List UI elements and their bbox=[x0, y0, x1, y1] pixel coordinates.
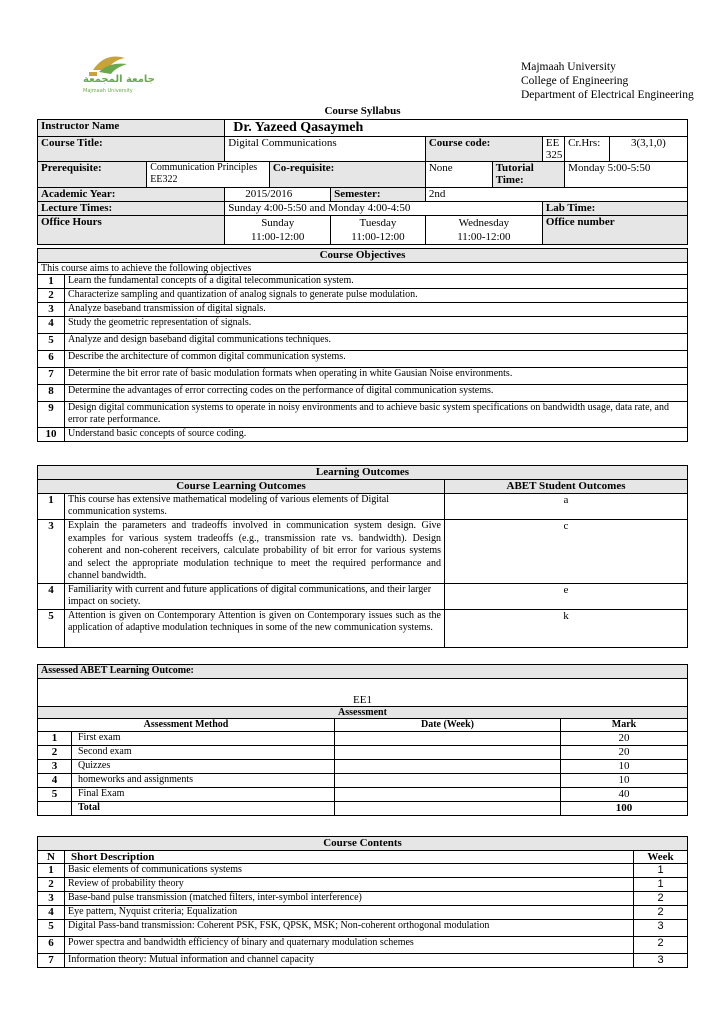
objective-row bbox=[38, 334, 688, 351]
coreq-label: Co-requisite: bbox=[269, 162, 425, 188]
assessment-table bbox=[37, 664, 688, 816]
objective-number: 4 bbox=[38, 317, 65, 334]
objective-row bbox=[38, 317, 688, 334]
content-week: 2 bbox=[634, 892, 688, 906]
assessment-heading: Assessment bbox=[38, 707, 688, 719]
assessment-date bbox=[335, 760, 561, 774]
outcome-number: 1 bbox=[38, 494, 65, 520]
objective-number: 6 bbox=[38, 351, 65, 368]
logo-english-text: Majmaah University bbox=[83, 88, 133, 94]
outcomes-heading: Learning Outcomes bbox=[38, 466, 688, 480]
lecture-label: Lecture Times: bbox=[38, 202, 225, 216]
objective-text: Characterize sampling and quantization of analog signals to generate pulse modulation. bbox=[65, 289, 688, 303]
content-desc: Eye pattern, Nyquist criteria; Equalization bbox=[65, 906, 634, 920]
office-day-3 bbox=[425, 216, 542, 245]
office-day-time: 11:00-12:00 bbox=[351, 231, 405, 243]
semester-label: Semester: bbox=[331, 188, 426, 202]
assessment-number: 2 bbox=[38, 746, 72, 760]
outcome-abet: k bbox=[445, 610, 688, 648]
content-row bbox=[38, 937, 688, 954]
outcome-row bbox=[38, 584, 688, 610]
page-title: Course Syllabus bbox=[324, 105, 401, 117]
objective-number: 1 bbox=[38, 275, 65, 289]
assessment-date bbox=[335, 746, 561, 760]
tutorial-value: Monday 5:00-5:50 bbox=[565, 162, 688, 188]
course-title: Digital Communications bbox=[225, 137, 426, 162]
outcome-row bbox=[38, 520, 688, 584]
objective-row bbox=[38, 289, 688, 303]
objective-number: 9 bbox=[38, 402, 65, 428]
assessment-mark: 10 bbox=[561, 760, 688, 774]
content-week: 1 bbox=[634, 864, 688, 878]
objective-row bbox=[38, 428, 688, 442]
outcome-row bbox=[38, 610, 688, 648]
outcome-number: 5 bbox=[38, 610, 65, 648]
content-row bbox=[38, 954, 688, 968]
assessment-number: 3 bbox=[38, 760, 72, 774]
assessment-mark: 20 bbox=[561, 732, 688, 746]
assessment-method: Second exam bbox=[72, 746, 335, 760]
prereq-label: Prerequisite: bbox=[38, 162, 147, 188]
year-label: Academic Year: bbox=[38, 188, 225, 202]
content-number: 1 bbox=[38, 864, 65, 878]
lab-label: Lab Time: bbox=[542, 202, 687, 216]
assessment-row bbox=[38, 788, 688, 802]
assessment-mark: 10 bbox=[561, 774, 688, 788]
content-desc: Basic elements of communications systems bbox=[65, 864, 634, 878]
objectives-table bbox=[37, 248, 688, 442]
assessment-total: 100 bbox=[561, 802, 688, 816]
outcome-number: 3 bbox=[38, 520, 65, 584]
course-title-label: Course Title: bbox=[38, 137, 225, 162]
content-desc: Power spectra and bandwidth efficiency of binary and quaternary modulation schemes bbox=[65, 937, 634, 954]
department-name: Department of Electrical Engineering bbox=[521, 89, 694, 101]
assessment-col-mark: Mark bbox=[561, 719, 688, 732]
outcome-text: Explain the parameters and tradeoffs involved in communication system design. Give examples for various system tradeoffs (e.g., transmission rate vs. bandwidth). Design coherent and non-coherent receivers, calculate probability of bit error for various systems and select the appropriate modulation technique to meet the required performance and channel bandwidth. bbox=[65, 520, 445, 584]
objective-row bbox=[38, 402, 688, 428]
content-week: 3 bbox=[634, 920, 688, 937]
assessment-row bbox=[38, 732, 688, 746]
assessment-row bbox=[38, 774, 688, 788]
content-row bbox=[38, 878, 688, 892]
outcome-text: This course has extensive mathematical modeling of various elements of Digital communication systems. bbox=[65, 494, 445, 520]
prereq-value: Communication Principles EE322 bbox=[147, 162, 270, 188]
office-day-time: 11:00-12:00 bbox=[457, 231, 511, 243]
content-row bbox=[38, 892, 688, 906]
assessment-total-label: Total bbox=[72, 802, 335, 816]
objective-number: 7 bbox=[38, 368, 65, 385]
logo-arabic-text: جامعة المجمعة bbox=[83, 74, 155, 85]
content-week: 3 bbox=[634, 954, 688, 968]
content-number: 3 bbox=[38, 892, 65, 906]
objective-number: 3 bbox=[38, 303, 65, 317]
content-week: 1 bbox=[634, 878, 688, 892]
objective-number: 2 bbox=[38, 289, 65, 303]
outcome-abet: a bbox=[445, 494, 688, 520]
outcome-row bbox=[38, 494, 688, 520]
office-day-name: Sunday bbox=[261, 217, 295, 229]
instructor-label: Instructor Name bbox=[38, 120, 225, 137]
office-day-2 bbox=[331, 216, 426, 245]
assessment-number: 5 bbox=[38, 788, 72, 802]
course-code-label: Course code: bbox=[425, 137, 542, 162]
office-day-time: 11:00-12:00 bbox=[251, 231, 305, 243]
assessment-col-date: Date (Week) bbox=[335, 719, 561, 732]
content-row bbox=[38, 864, 688, 878]
course-info-table bbox=[37, 119, 688, 245]
university-logo bbox=[75, 48, 155, 96]
lecture-value: Sunday 4:00-5:50 and Monday 4:00-4:50 bbox=[225, 202, 543, 216]
objective-text: Study the geometric representation of signals. bbox=[65, 317, 688, 334]
content-desc: Information theory: Mutual information and channel capacity bbox=[65, 954, 634, 968]
assessment-method: Quizzes bbox=[72, 760, 335, 774]
office-day-1 bbox=[225, 216, 331, 245]
assessed-outcome-label: Assessed ABET Learning Outcome: bbox=[38, 665, 688, 679]
contents-col-week: Week bbox=[634, 851, 688, 864]
content-row bbox=[38, 906, 688, 920]
assessment-date bbox=[335, 788, 561, 802]
office-day-name: Wednesday bbox=[458, 217, 510, 229]
outcome-abet: e bbox=[445, 584, 688, 610]
college-name: College of Engineering bbox=[521, 75, 629, 87]
objective-row bbox=[38, 368, 688, 385]
objective-number: 5 bbox=[38, 334, 65, 351]
content-row bbox=[38, 920, 688, 937]
assessment-method: First exam bbox=[72, 732, 335, 746]
assessment-col-method: Assessment Method bbox=[38, 719, 335, 732]
objective-text: Analyze and design baseband digital communications techniques. bbox=[65, 334, 688, 351]
coreq-value: None bbox=[425, 162, 492, 188]
assessment-number: 4 bbox=[38, 774, 72, 788]
contents-col-n: N bbox=[38, 851, 65, 864]
office-hours-label: Office Hours bbox=[38, 216, 225, 245]
assessment-row bbox=[38, 760, 688, 774]
content-number: 2 bbox=[38, 878, 65, 892]
outcome-text: Attention is given on Contemporary Attention is given on Contemporary issues such as the application of adaptive modulation techniques in some of the new communication systems. bbox=[65, 610, 445, 648]
tutorial-label: Tutorial Time: bbox=[492, 162, 564, 188]
content-desc: Base-band pulse transmission (matched filters, inter-symbol interference) bbox=[65, 892, 634, 906]
outcomes-col-abet: ABET Student Outcomes bbox=[445, 480, 688, 494]
assessed-outcome-value: EE1 bbox=[38, 679, 688, 707]
instructor-name: Dr. Yazeed Qasaymeh bbox=[225, 120, 688, 137]
university-header bbox=[521, 60, 694, 102]
outcomes-col-course: Course Learning Outcomes bbox=[38, 480, 445, 494]
assessment-number: 1 bbox=[38, 732, 72, 746]
assessment-method: homeworks and assignments bbox=[72, 774, 335, 788]
outcome-abet: c bbox=[445, 520, 688, 584]
objective-text: Describe the architecture of common digital communication systems. bbox=[65, 351, 688, 368]
objective-text: Determine the bit error rate of basic modulation formats when operating in white Gausian Noise environments. bbox=[65, 368, 688, 385]
objectives-intro: This course aims to achieve the following objectives bbox=[38, 263, 688, 275]
semester-value: 2nd bbox=[425, 188, 687, 202]
year-value: 2015/2016 bbox=[225, 188, 331, 202]
assessment-method: Final Exam bbox=[72, 788, 335, 802]
objective-row bbox=[38, 385, 688, 402]
objective-text: Understand basic concepts of source coding. bbox=[65, 428, 688, 442]
office-number-label: Office number bbox=[542, 216, 687, 245]
assessment-total-row bbox=[38, 802, 688, 816]
contents-heading: Course Contents bbox=[38, 837, 688, 851]
assessment-row bbox=[38, 746, 688, 760]
outcome-number: 4 bbox=[38, 584, 65, 610]
objectives-heading: Course Objectives bbox=[38, 249, 688, 263]
assessment-date bbox=[335, 732, 561, 746]
assessment-mark: 40 bbox=[561, 788, 688, 802]
objective-text: Learn the fundamental concepts of a digital telecommunication system. bbox=[65, 275, 688, 289]
crhrs-value: 3(3,1,0) bbox=[609, 137, 687, 162]
office-day-name: Tuesday bbox=[359, 217, 397, 229]
content-number: 7 bbox=[38, 954, 65, 968]
objective-row bbox=[38, 351, 688, 368]
university-name: Majmaah University bbox=[521, 61, 616, 73]
content-week: 2 bbox=[634, 906, 688, 920]
contents-col-desc: Short Description bbox=[65, 851, 634, 864]
assessment-mark: 20 bbox=[561, 746, 688, 760]
content-desc: Digital Pass-band transmission: Coherent PSK, FSK, QPSK, MSK; Non-coherent orthogonal modulation bbox=[65, 920, 634, 937]
content-week: 2 bbox=[634, 937, 688, 954]
content-number: 5 bbox=[38, 920, 65, 937]
content-number: 4 bbox=[38, 906, 65, 920]
objective-text: Analyze baseband transmission of digital signals. bbox=[65, 303, 688, 317]
content-number: 6 bbox=[38, 937, 65, 954]
crhrs-label: Cr.Hrs: bbox=[565, 137, 610, 162]
content-desc: Review of probability theory bbox=[65, 878, 634, 892]
objective-row bbox=[38, 303, 688, 317]
outcomes-table bbox=[37, 465, 688, 648]
contents-table bbox=[37, 836, 688, 968]
objective-text: Determine the advantages of error correcting codes on the performance of digital communication systems. bbox=[65, 385, 688, 402]
course-code: EE 325 bbox=[542, 137, 564, 162]
outcome-text: Familiarity with current and future applications of digital communications, and their larger impact on society. bbox=[65, 584, 445, 610]
objective-row bbox=[38, 275, 688, 289]
objective-number: 8 bbox=[38, 385, 65, 402]
objective-text: Design digital communication systems to operate in noisy environments and to achieve basic system specifications on bandwidth usage, data rate, and error rate performance. bbox=[65, 402, 688, 428]
assessment-date bbox=[335, 774, 561, 788]
objective-number: 10 bbox=[38, 428, 65, 442]
